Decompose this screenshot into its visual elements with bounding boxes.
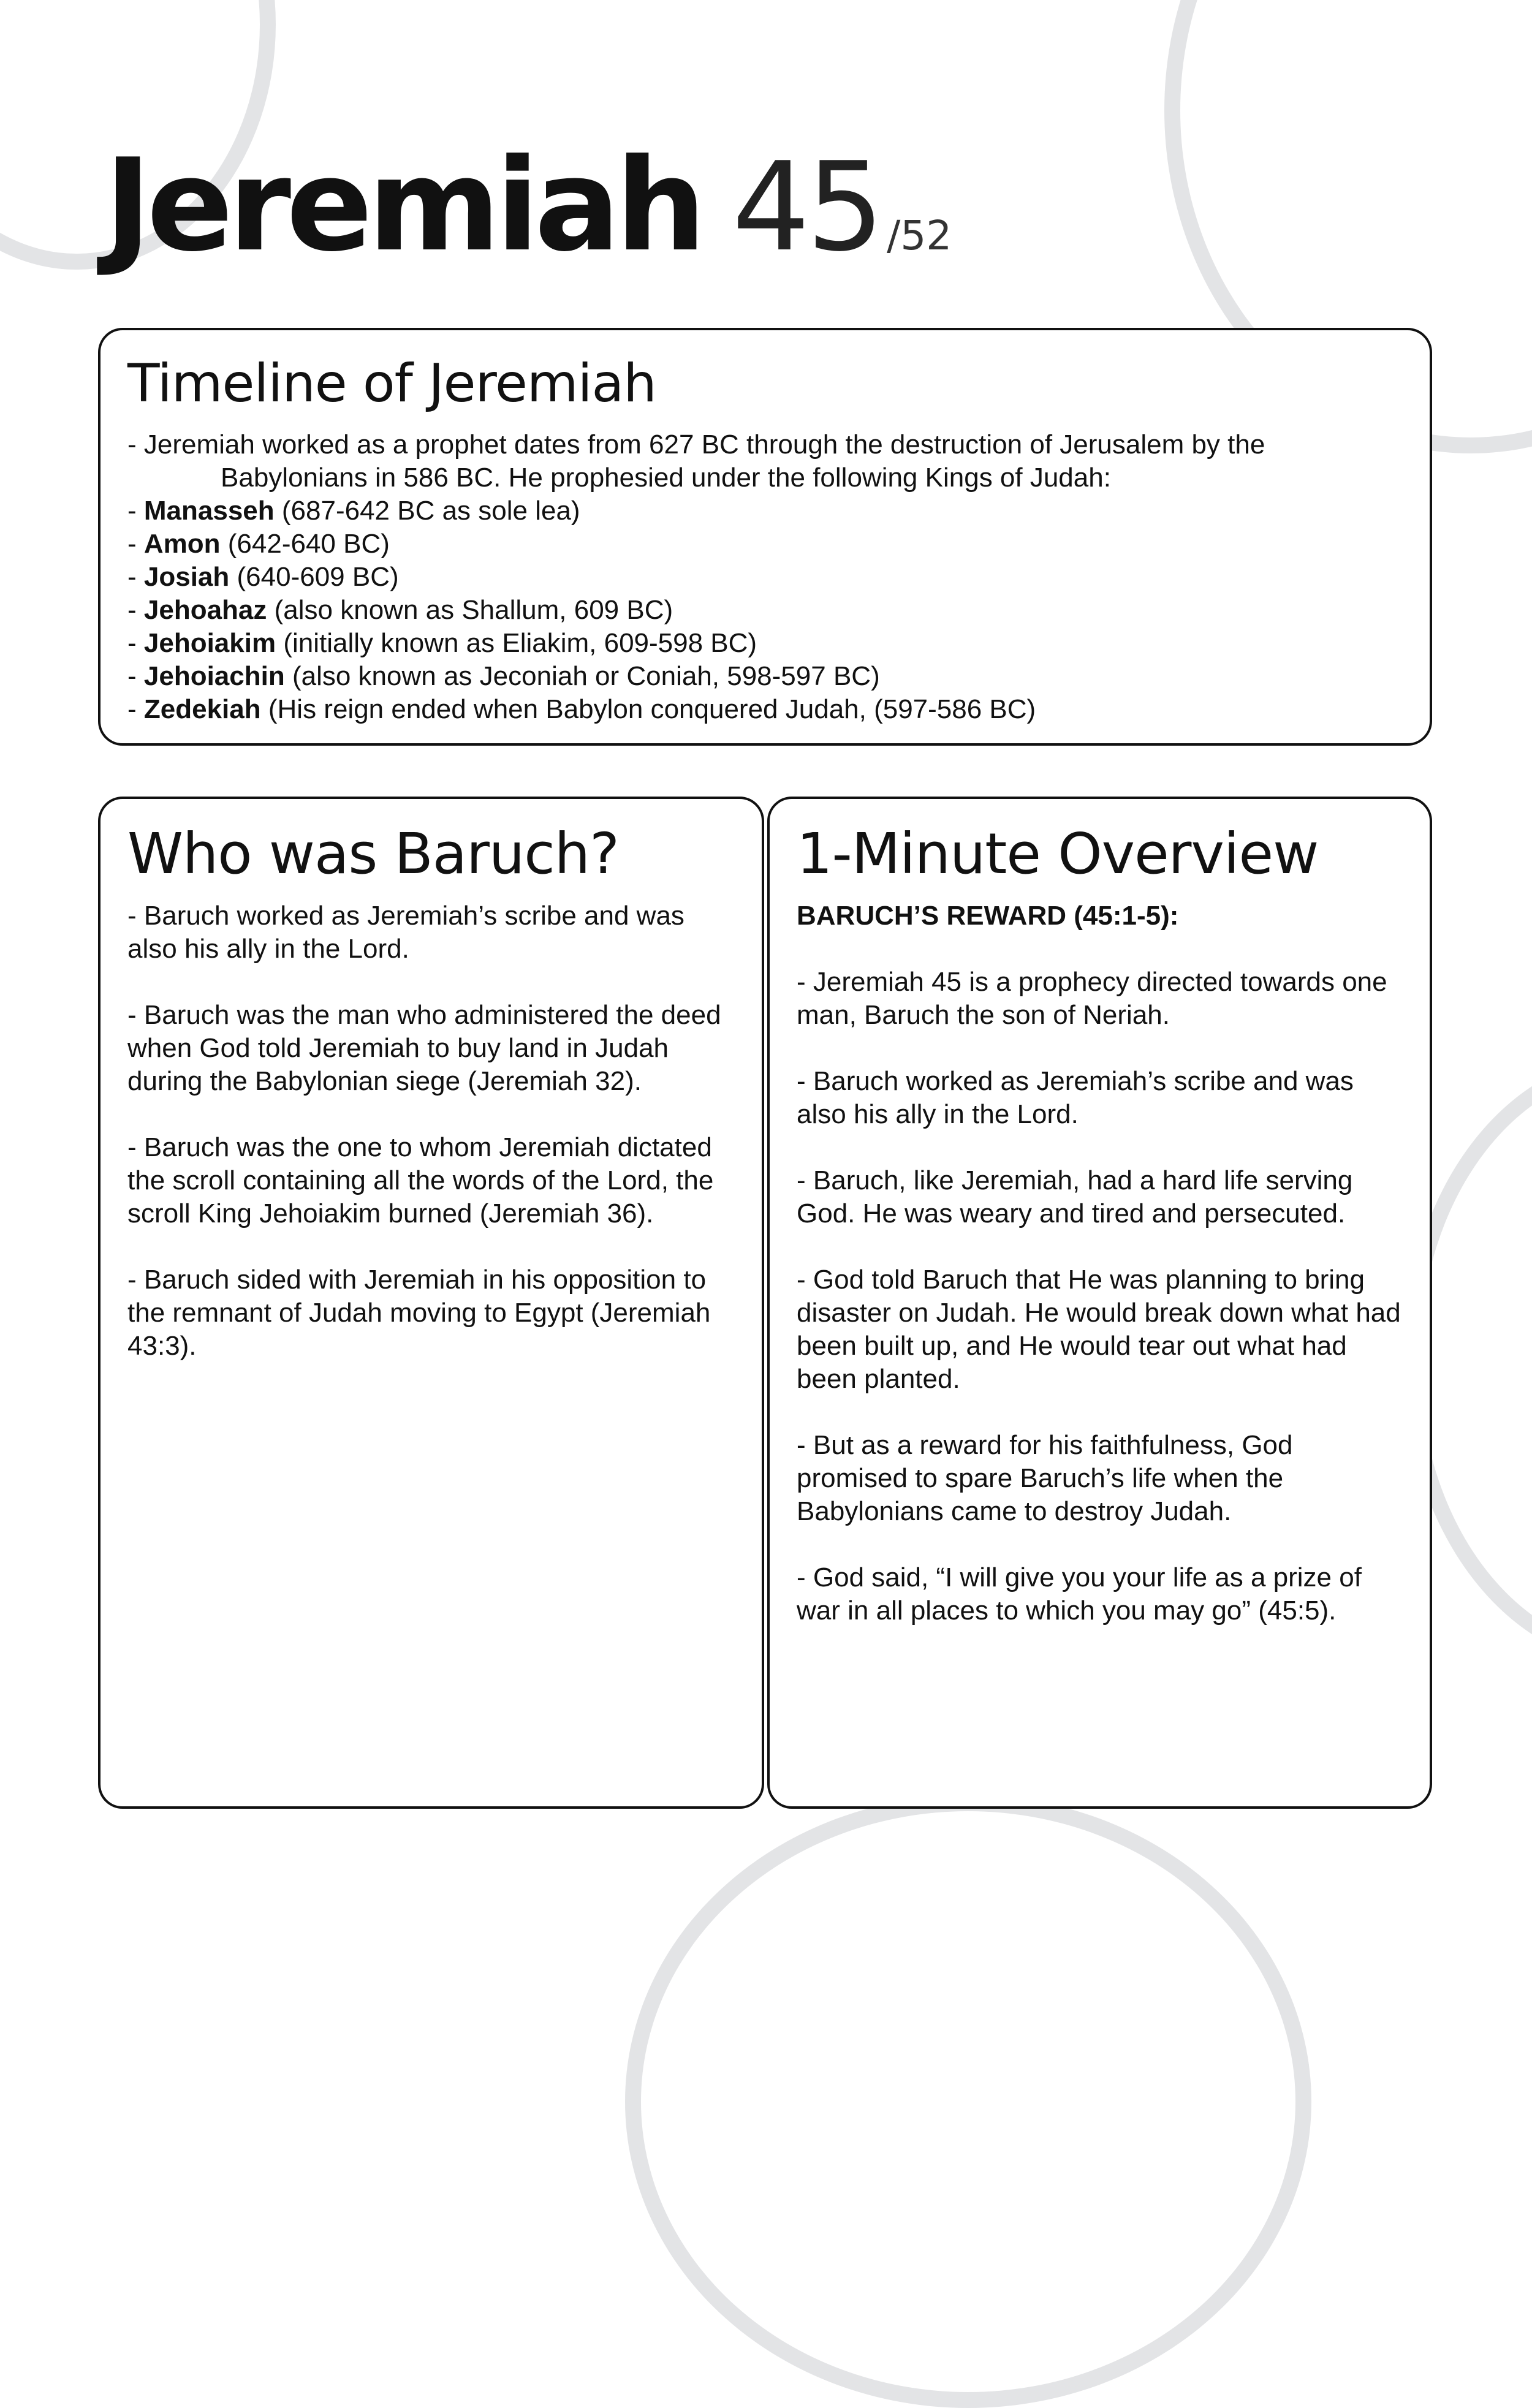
baruch-paragraph: - Baruch worked as Jeremiah’s scribe and was also his ally in the Lord. — [127, 901, 684, 964]
book-title: Jeremiah — [104, 132, 702, 280]
baruch-heading: Who was Baruch? — [127, 821, 619, 887]
king-detail: (initially known as Eliakim, 609-598 BC) — [276, 628, 757, 658]
timeline-intro-line1: - Jeremiah worked as a prophet dates from 627 BC through the destruction of Jerusalem by the — [127, 430, 1265, 460]
king-item: - Jehoiakim (initially known as Eliakim, 609-598 BC) — [127, 628, 757, 658]
king-name: Jehoiakim — [143, 628, 276, 658]
overview-paragraph: - Baruch, like Jeremiah, had a hard life serving God. He was weary and tired and persecuted. — [797, 1165, 1353, 1229]
page-title — [104, 132, 952, 280]
king-item: - Jehoahaz (also known as Shallum, 609 BC) — [127, 595, 673, 625]
king-detail: (also known as Jeconiah or Coniah, 598-597 BC) — [284, 661, 880, 691]
timeline-panel — [98, 328, 1432, 746]
king-name: Jehoiachin — [143, 661, 285, 691]
king-name: Manasseh — [143, 496, 275, 526]
king-item: - Jehoiachin (also known as Jeconiah or Coniah, 598-597 BC) — [127, 661, 880, 691]
chapter-total: /52 — [887, 212, 952, 259]
king-name: Amon — [143, 529, 221, 559]
one-minute-overview-panel — [767, 797, 1432, 1809]
overview-paragraph: - But as a reward for his faithfulness, God promised to spare Baruch’s life when the Babylonians came to destroy Judah. — [797, 1430, 1293, 1526]
baruch-paragraph: - Baruch was the man who administered the deed when God told Jeremiah to buy land in Judah during the Babylonian siege (Jeremiah 32). — [127, 1000, 721, 1096]
king-detail: (also known as Shallum, 609 BC) — [267, 595, 673, 625]
baruch-paragraph: - Baruch sided with Jeremiah in his opposition to the remnant of Judah moving to Egypt (Jeremiah 43:3). — [127, 1265, 711, 1361]
timeline-intro — [127, 428, 1405, 494]
baruch-paragraph: - Baruch was the one to whom Jeremiah dictated the scroll containing all the words of the Lord, the scroll King Jehoiakim burned (Jeremiah 36). — [127, 1132, 714, 1229]
king-detail: (687-642 BC as sole lea) — [274, 496, 580, 526]
chapter-number: 45 — [732, 136, 881, 279]
timeline-intro-line2: Babylonians in 586 BC. He prophesied under the following Kings of Judah: — [221, 463, 1111, 493]
king-name: Jehoahaz — [143, 595, 267, 625]
king-item: - Josiah (640-609 BC) — [127, 562, 399, 592]
overview-heading: 1-Minute Overview — [797, 821, 1319, 887]
overview-paragraph: - God said, “I will give you your life as a prize of war in all places to which you may go” (45:5). — [797, 1562, 1362, 1626]
king-detail: (642-640 BC) — [220, 529, 390, 559]
king-name: Josiah — [143, 562, 230, 592]
timeline-heading: Timeline of Jeremiah — [127, 353, 656, 414]
king-detail: (640-609 BC) — [229, 562, 399, 592]
who-was-baruch-panel — [98, 797, 764, 1809]
king-item: - Amon (642-640 BC) — [127, 529, 390, 559]
decorative-circle-bottom — [625, 1795, 1311, 2408]
overview-subheading: BARUCH’S REWARD (45:1-5): — [797, 901, 1179, 931]
overview-paragraph: - Jeremiah 45 is a prophecy directed towards one man, Baruch the son of Neriah. — [797, 967, 1387, 1030]
king-detail: (His reign ended when Babylon conquered Judah, (597-586 BC) — [260, 694, 1036, 724]
overview-paragraph: - Baruch worked as Jeremiah’s scribe and was also his ally in the Lord. — [797, 1066, 1354, 1129]
king-item: - Zedekiah (His reign ended when Babylon conquered Judah, (597-586 BC) — [127, 694, 1036, 724]
overview-paragraph: - God told Baruch that He was planning to bring disaster on Judah. He would break down what had been built up, and He would tear out what had been planted. — [797, 1265, 1401, 1394]
king-name: Zedekiah — [143, 694, 261, 724]
king-item: - Manasseh (687-642 BC as sole lea) — [127, 496, 580, 526]
